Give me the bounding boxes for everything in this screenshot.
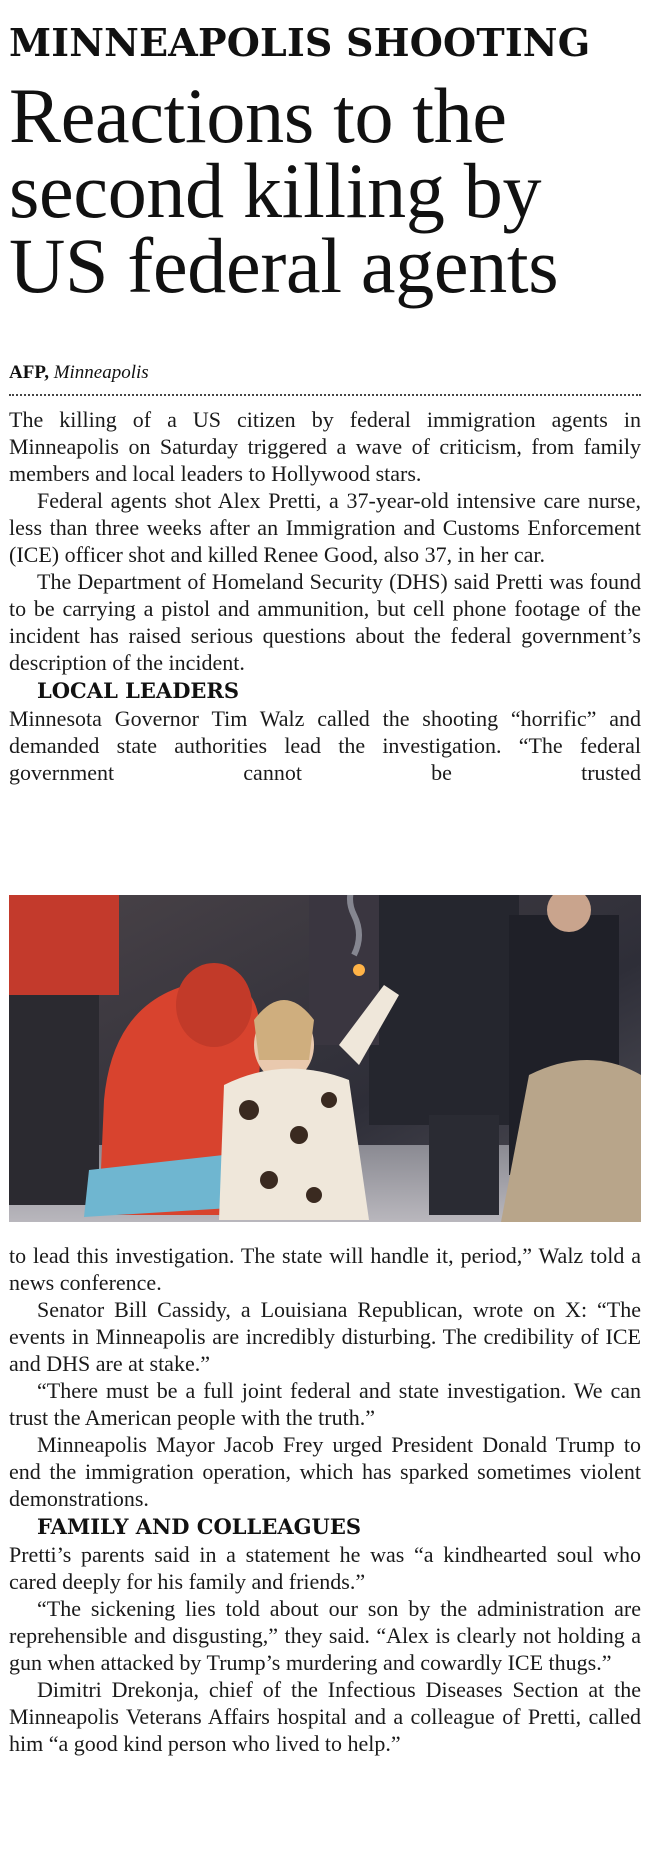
paragraph-2: Federal agents shot Alex Pretti, a 37-year-old intensive care nurse, less than three weeks after an Immigration and Customs Enforcement (ICE) officer shot and killed Renee Good, also 37, in her car. bbox=[9, 488, 641, 567]
article-column-top bbox=[9, 406, 641, 786]
subhead-local-leaders: LOCAL LEADERS bbox=[37, 678, 240, 703]
paragraph-7: Minneapolis Mayor Jacob Frey urged President Donald Trump to end the immigration operation, which has sparked sometimes violent demonstrations. bbox=[9, 1432, 641, 1511]
byline bbox=[9, 362, 149, 384]
paragraph-8: Pretti’s parents said in a statement he was “a kindhearted soul who cared deeply for his family and friends.” bbox=[9, 1542, 641, 1594]
paragraph-6: “There must be a full joint federal and state investigation. We can trust the American people with the truth.” bbox=[9, 1378, 641, 1430]
paragraph-5: Senator Bill Cassidy, a Louisiana Republican, wrote on X: “The events in Minneapolis are incredibly disturbing. The credibility of ICE and DHS are at stake.” bbox=[9, 1297, 641, 1376]
paragraph-4-start: Minnesota Governor Tim Walz called the shooting “horrific” and demanded state authorities lead the investigation. “The federal government cannot be trusted bbox=[9, 706, 641, 785]
dotted-divider bbox=[9, 394, 641, 396]
paragraph-3: The Department of Homeland Security (DHS) said Pretti was found to be carrying a pistol and ammunition, but cell phone footage of the incident has raised serious questions about the federal government’s description of the incident. bbox=[9, 569, 641, 675]
byline-location: Minneapolis bbox=[53, 362, 149, 383]
subhead-family-colleagues: FAMILY AND COLLEAGUES bbox=[37, 1514, 362, 1539]
article-column-bottom bbox=[9, 1242, 641, 1757]
paragraph-9: “The sickening lies told about our son by the administration are reprehensible and disgusting,” they said. “Alex is clearly not holding a gun when attacked by Trump’s murdering and cowardly ICE thugs.” bbox=[9, 1596, 641, 1675]
news-photo bbox=[9, 895, 641, 1222]
paragraph-4-continued: to lead this investigation. The state will handle it, period,” Walz told a news conference. bbox=[9, 1243, 641, 1295]
section-kicker: MINNEAPOLIS SHOOTING bbox=[9, 20, 591, 65]
headline: Reactions to the second killing by US federal agents bbox=[9, 72, 559, 309]
byline-agency: AFP, bbox=[9, 362, 49, 383]
paragraph-10: Dimitri Drekonja, chief of the Infectious Diseases Section at the Minneapolis Veterans Affairs hospital and a colleague of Pretti, called him “a good kind person who lived to help.” bbox=[9, 1677, 641, 1756]
paragraph-1: The killing of a US citizen by federal immigration agents in Minneapolis on Saturday triggered a wave of criticism, from family members and local leaders to Hollywood stars. bbox=[9, 407, 641, 486]
